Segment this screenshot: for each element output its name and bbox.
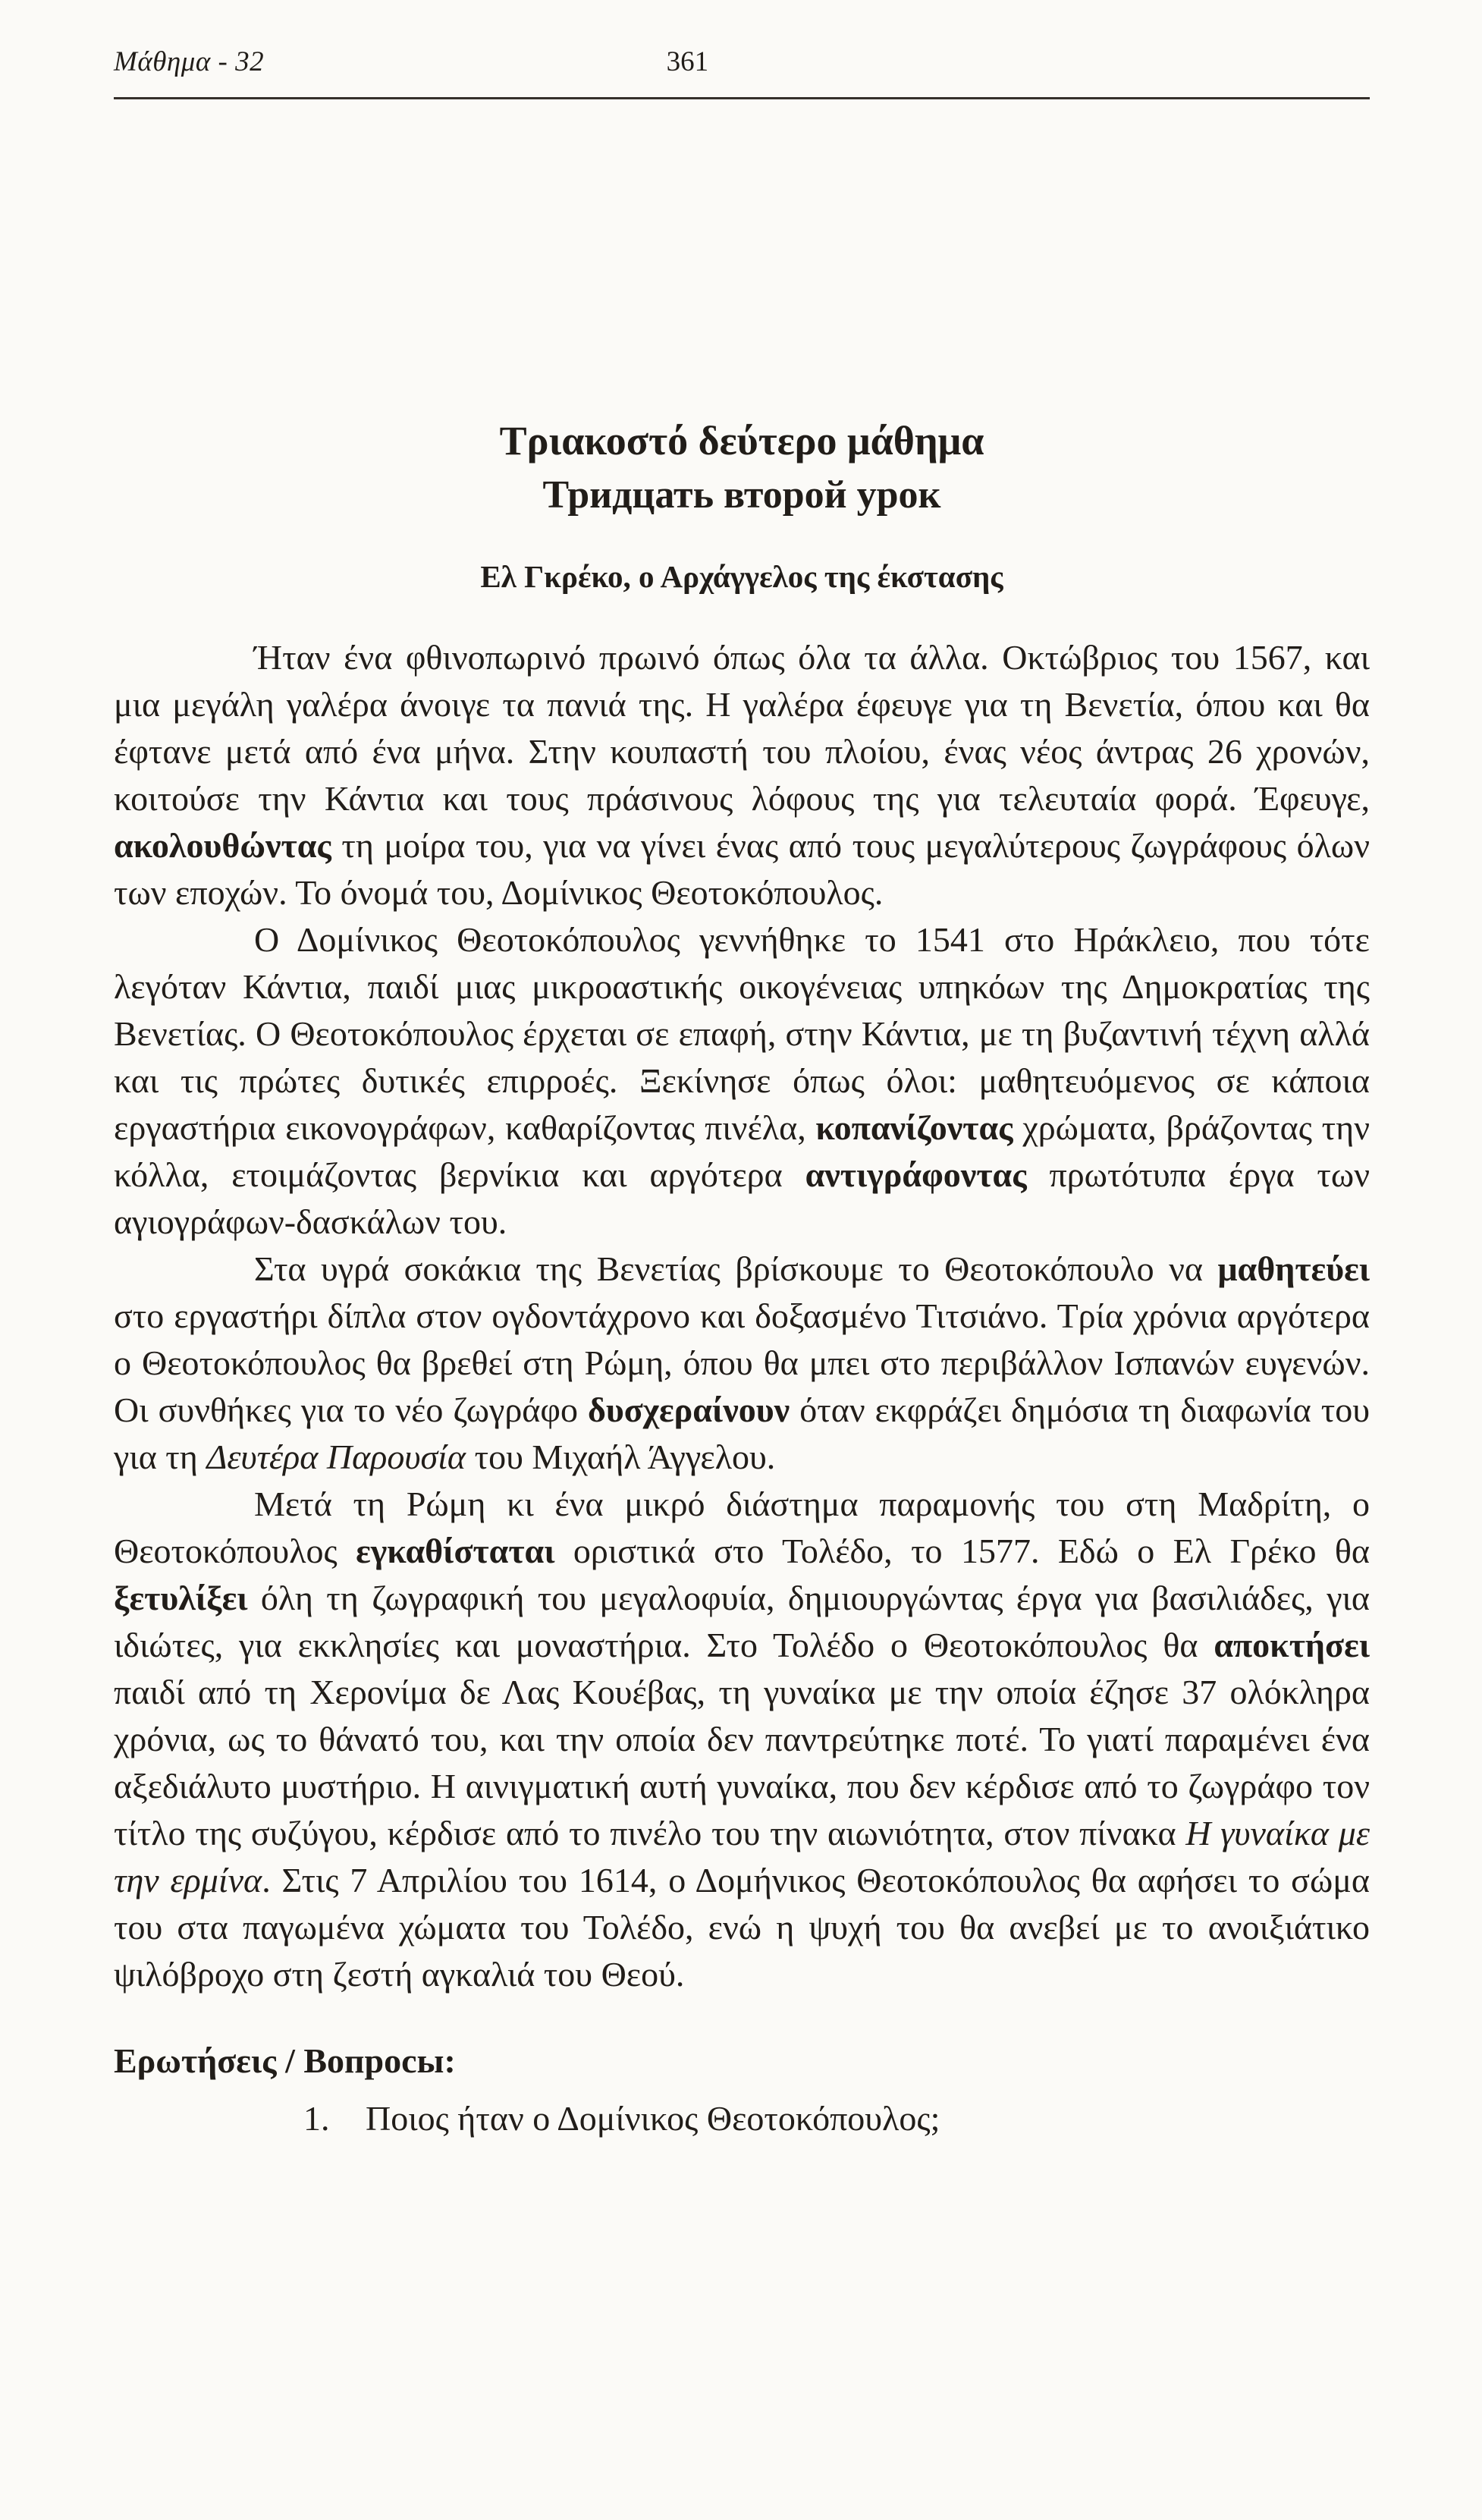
text-segment: κοπανίζοντας xyxy=(815,1108,1013,1148)
title-block xyxy=(114,416,1370,595)
running-head xyxy=(114,46,1370,82)
body-paragraph xyxy=(114,1246,1370,1481)
text-segment: όλη τη ζωγραφική του μεγαλοφυία, δημιουργώντας έργα για βασιλιάδες, για ιδιώτες, για εκκλησίες και μοναστήρια. Στο Τολέδο ο Θεοτοκόπουλος θα xyxy=(114,1579,1370,1665)
text-segment: ξετυλίξει xyxy=(114,1579,248,1618)
text-segment: εγκαθίσταται xyxy=(356,1532,555,1571)
text-segment: παιδί από τη Χερονίμα δε Λας Κουέβας, τη γυναίκα με την οποία έζησε 37 ολόκληρα χρόνια, ως το θάνατό του, και την οποία δεν παντρεύτηκε ποτέ. Το γιατί παραμένει ένα αξεδιάλυτο μυστήριο. Η αινιγματική αυτή γυναίκα, που δεν κέρδισε από το ζωγράφο τον τίτλο της συζύγου, κέρδισε από το πινέλο του την αιωνιότητα, στον πίνακα xyxy=(114,1673,1370,1853)
header-rule xyxy=(114,97,1370,99)
lesson-subtitle: Ελ Γκρέκο, ο Αρχάγγελος της έκστασης xyxy=(480,559,1003,595)
body-paragraph xyxy=(114,916,1370,1246)
text-segment: Μετά τη Ρώμη κι ένα μικρό διάστημα παραμονής του στη Μαδρίτη, ο Θεοτοκόπουλος xyxy=(114,1485,1370,1571)
text-segment: χρώματα, βράζοντας την κόλλα, ετοιμάζοντας βερνίκια και αργότερα xyxy=(114,1108,1370,1195)
text-segment: όταν εκφράζει δημόσια τη διαφωνία του για τη xyxy=(114,1390,1370,1477)
text-segment: Δευτέρα Παρουσία xyxy=(206,1438,466,1477)
question-number: 1. xyxy=(303,2099,330,2138)
text-segment: αντιγράφοντας xyxy=(805,1155,1027,1195)
lesson-body xyxy=(114,634,1370,1998)
lesson-title-greek: Τριακοστό δεύτερο μάθημα xyxy=(499,418,984,463)
text-segment: αποκτήσει xyxy=(1214,1626,1370,1665)
text-segment: στο εργαστήρι δίπλα στον ογδοντάχρονο και δοξασμένο Τιτσιάνο. Τρία χρόνια αργότερα ο Θεοτοκόπουλος θα βρεθεί στη Ρώμη, όπου θα μπει στο περιβάλλον Ισπανών ευγενών. Οι συνθήκες για το νέο ζωγράφο xyxy=(114,1296,1370,1430)
text-segment: . Στις 7 Απριλίου του 1614, ο Δομήνικος Θεοτοκόπουλος θα αφήσει το σώμα του στα παγωμένα χώματα του Τολέδο, ενώ η ψυχή του θα ανεβεί με το ανοιξιάτικο ψιλόβροχο στη ζεστή αγκαλιά του Θεού. xyxy=(114,1861,1370,1994)
text-segment: οριστικά στο Τολέδο, το 1577. Εδώ ο Ελ Γρέκο θα xyxy=(554,1532,1370,1571)
page-number: 361 xyxy=(666,46,709,77)
text-segment: Ο Δομίνικος Θεοτοκόπουλος γεννήθηκε το 1541 στο Ηράκλειο, που τότε λεγόταν Κάντια, παιδί μιας μικροαστικής οικογένειας υπηκόων της Δημοκρατίας της Βενετίας. Ο Θεοτοκόπουλος έρχεται σε επαφή, στην Κάντια, με τη βυζαντινή τέχνη αλλά και τις πρώτες δυτικές επιρροές. Ξεκίνησε όπως όλοι: μαθητευόμενος σε κάποια εργαστήρια εικονογράφων, καθαρίζοντας πινέλα, xyxy=(114,920,1370,1148)
text-segment: πρωτότυπα έργα των αγιογράφων-δασκάλων του. xyxy=(114,1155,1370,1242)
question-item xyxy=(114,2095,1370,2142)
text-segment: τη μοίρα του, για να γίνει ένας από τους μεγαλύτερους ζωγράφους όλων των εποχών. Το όνομά του, Δομίνικος Θεοτοκόπουλος. xyxy=(114,826,1370,913)
text-segment: δυσχεραίνουν xyxy=(588,1390,790,1430)
lesson-header-label: Μάθημα - 32 xyxy=(114,46,265,77)
text-segment: Ήταν ένα φθινοπωρινό πρωινό όπως όλα τα άλλα. Οκτώβριος του 1567, και μια μεγάλη γαλέρα άνοιγε τα πανιά της. Η γαλέρα έφευγε για τη Βενετία, όπου και θα έφτανε μετά από ένα μήνα. Στην κουπαστή του πλοίου, ένας νέος άντρας 26 χρονών, κοιτούσε την Κάντια και τους πράσινους λόφους της για τελευταία φορά. Έφευγε, xyxy=(114,638,1370,819)
body-paragraph xyxy=(114,634,1370,916)
text-segment: του Μιχαήλ Άγγελου. xyxy=(466,1438,776,1477)
text-segment: ακολουθώντας xyxy=(114,826,331,866)
questions-section xyxy=(114,2038,1370,2142)
question-text: Ποιος ήταν ο Δομίνικος Θεοτοκόπουλος; xyxy=(366,2099,940,2138)
text-segment: μαθητεύει xyxy=(1217,1249,1370,1289)
text-segment: Η γυναίκα με την ερμίνα xyxy=(114,1814,1370,1900)
lesson-title-russian: Тридцать второй урок xyxy=(542,473,941,517)
questions-heading: Ερωτήσεις / Вопросы: xyxy=(114,2041,456,2081)
text-segment: Στα υγρά σοκάκια της Βενετίας βρίσκουμε το Θεοτοκόπουλο να xyxy=(254,1249,1218,1289)
body-paragraph xyxy=(114,1481,1370,1998)
